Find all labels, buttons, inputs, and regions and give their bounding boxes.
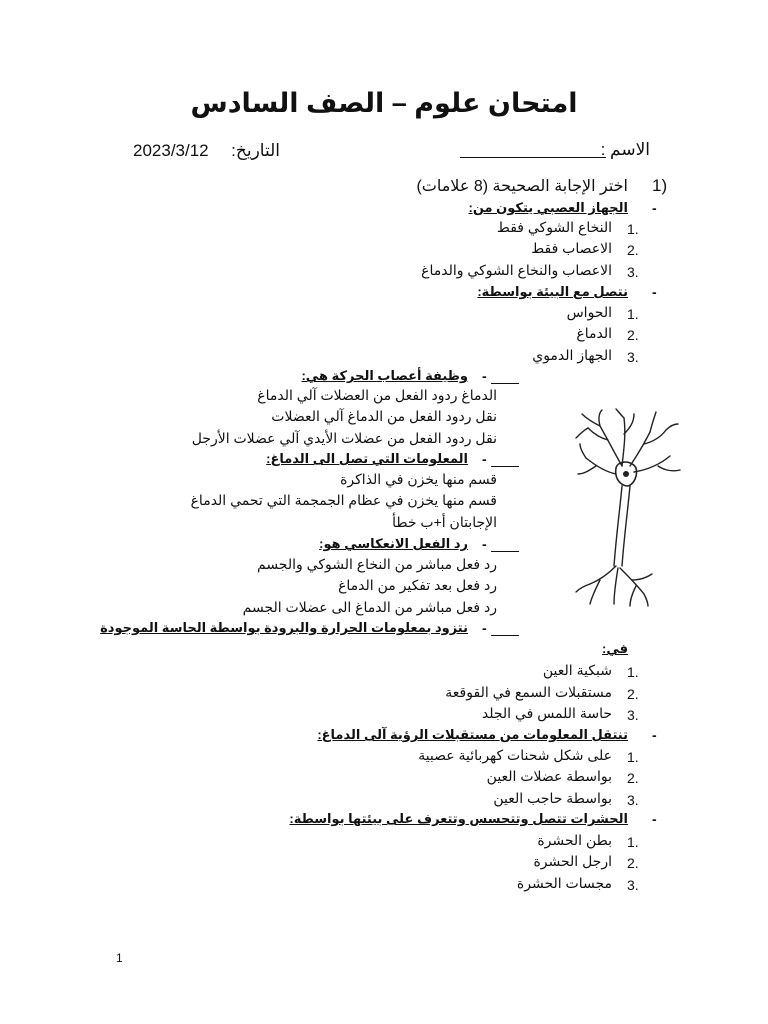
neuron-illustration bbox=[572, 408, 692, 608]
option-5-2[interactable]: رد فعل بعد تفكير من الدماغ bbox=[338, 577, 497, 593]
option-number: 1. bbox=[627, 221, 639, 237]
subquestion-7: تنتقل المعلومات من مستقبلات الرؤية آلى الدماغ: bbox=[317, 727, 628, 742]
option-8-3[interactable]: مجسات الحشرة bbox=[516, 875, 612, 891]
option-6-1[interactable]: شبكية العين bbox=[542, 662, 612, 678]
option-3-3[interactable]: نقل ردود الفعل من عضلات الأيدي آلي عضلات الأرجل bbox=[191, 430, 497, 446]
option-1-2[interactable]: الاعصاب فقط bbox=[531, 240, 612, 256]
question-instruction: اختر الإجابة الصحيحة (8 علامات) bbox=[416, 178, 628, 195]
page-number: 1 bbox=[116, 951, 123, 965]
option-6-3[interactable]: حاسة اللمس في الجلد bbox=[481, 705, 612, 721]
bullet-dash: - bbox=[482, 451, 487, 467]
option-number: 2. bbox=[627, 242, 639, 258]
option-8-1[interactable]: بطن الحشرة bbox=[537, 832, 612, 848]
option-4-3[interactable]: الإجابتان أ+ب خطأ bbox=[392, 514, 497, 530]
option-4-1[interactable]: قسم منها يخزن في الذاكرة bbox=[340, 471, 497, 487]
number-blank-line bbox=[491, 466, 519, 467]
option-number: 3. bbox=[627, 877, 639, 893]
bullet-dash: - bbox=[652, 200, 657, 216]
bullet-dash: - bbox=[482, 536, 487, 552]
option-3-2[interactable]: نقل ردود الفعل من الدماغ آلي العضلات bbox=[271, 408, 497, 424]
option-number: 3. bbox=[627, 707, 639, 723]
number-blank-line bbox=[491, 551, 519, 552]
option-2-3[interactable]: الجهاز الدموي bbox=[532, 347, 612, 363]
option-number: 1. bbox=[627, 664, 639, 680]
subquestion-2: نتصل مع البيئة بواسطة: bbox=[477, 284, 628, 299]
option-number: 2. bbox=[627, 327, 639, 343]
number-blank-line bbox=[491, 383, 519, 384]
option-number: 1. bbox=[627, 834, 639, 850]
date-value: 2023/3/12 bbox=[133, 141, 209, 160]
option-7-3[interactable]: بواسطة حاجب العين bbox=[493, 790, 612, 806]
subquestion-3: وظيفة أعصاب الحركة هي: bbox=[301, 368, 468, 383]
option-2-2[interactable]: الدماغ bbox=[576, 325, 612, 341]
bullet-dash: - bbox=[482, 620, 487, 636]
option-6-2[interactable]: مستقبلات السمع في القوقعة bbox=[445, 684, 612, 700]
subquestion-8: الحشرات تتصل وتتحسس وتتعرف على بيئتها بواسطة: bbox=[289, 811, 628, 826]
option-number: 3. bbox=[627, 349, 639, 365]
name-label: الاسم : bbox=[600, 140, 650, 159]
option-1-3[interactable]: الاعصاب والنخاع الشوكي والدماغ bbox=[421, 262, 612, 278]
bullet-dash: - bbox=[652, 811, 657, 827]
number-blank-line bbox=[491, 635, 519, 636]
option-number: 3. bbox=[627, 264, 639, 280]
subquestion-6: نتزود بمعلومات الحرارة والبرودة بواسطة الحاسة الموجودة bbox=[100, 620, 468, 635]
option-5-1[interactable]: رد فعل مباشر من النخاع الشوكي والجسم bbox=[257, 556, 497, 572]
option-1-1[interactable]: النخاع الشوكي فقط bbox=[496, 219, 612, 235]
bullet-dash: - bbox=[482, 368, 487, 384]
option-7-1[interactable]: على شكل شحنات كهربائية عصبية bbox=[418, 747, 612, 763]
subquestion-4: المعلومات التي تصل الى الدماغ: bbox=[266, 451, 468, 466]
bullet-dash: - bbox=[652, 727, 657, 743]
option-5-3[interactable]: رد فعل مباشر من الدماغ الى عضلات الجسم bbox=[242, 599, 497, 615]
option-3-1[interactable]: الدماغ ردود الفعل من العضلات آلي الدماغ bbox=[257, 387, 497, 403]
option-2-1[interactable]: الحواس bbox=[566, 304, 612, 320]
subquestion-5: رد الفعل الانعكاسي هو: bbox=[319, 536, 468, 551]
subquestion-6-continued: في: bbox=[602, 641, 628, 656]
date-label: التاريخ: bbox=[231, 141, 280, 160]
option-7-2[interactable]: بواسطة عضلات العين bbox=[486, 768, 612, 784]
option-number: 1. bbox=[627, 749, 639, 765]
option-number: 3. bbox=[627, 792, 639, 808]
question-number: 1) bbox=[652, 176, 668, 195]
option-number: 2. bbox=[627, 770, 639, 786]
option-number: 2. bbox=[627, 686, 639, 702]
option-number: 2. bbox=[627, 855, 639, 871]
option-number: 1. bbox=[627, 306, 639, 322]
subquestion-1: الجهاز العصبي يتكون من: bbox=[468, 200, 628, 215]
bullet-dash: - bbox=[652, 284, 657, 300]
option-4-2[interactable]: قسم منها يخزن في عظام الجمجمة التي تحمي الدماغ bbox=[190, 492, 497, 508]
name-blank-line[interactable] bbox=[460, 157, 606, 158]
page-title: امتحان علوم – الصف السادس bbox=[190, 88, 578, 118]
option-8-2[interactable]: ارجل الحشرة bbox=[533, 853, 612, 869]
